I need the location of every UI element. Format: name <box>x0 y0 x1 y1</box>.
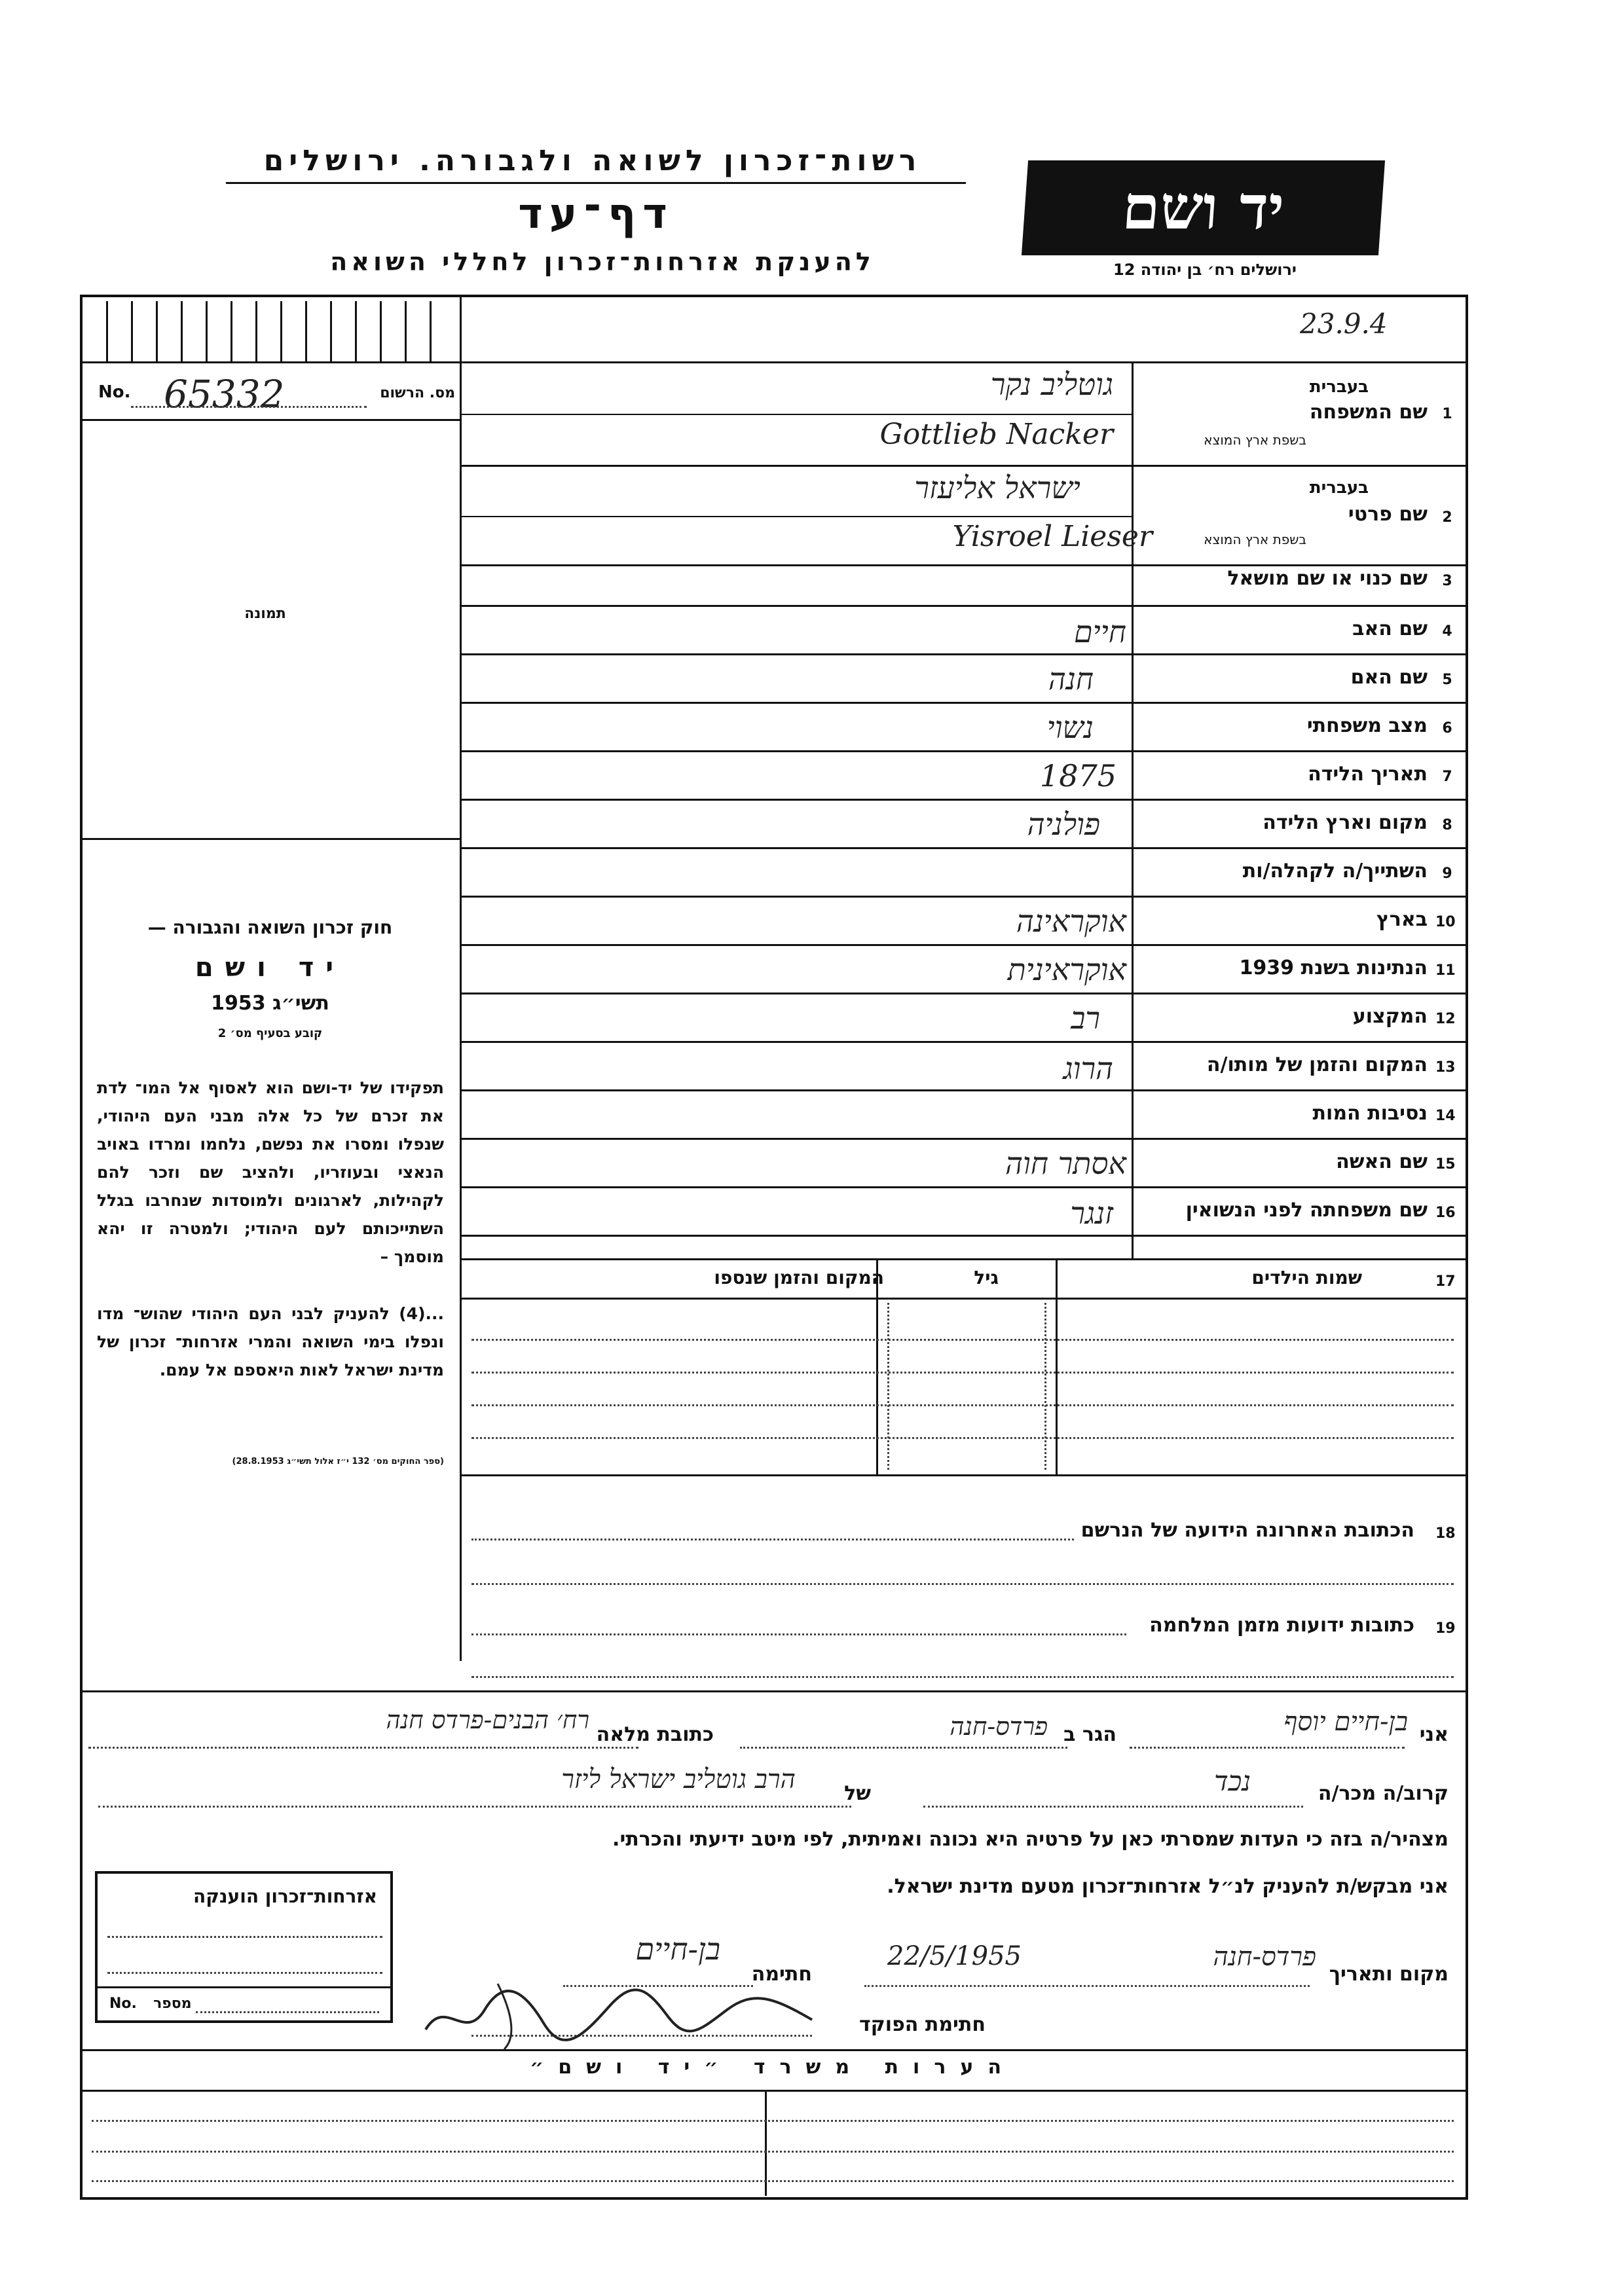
row-sep <box>460 564 1466 566</box>
registration-number <box>98 373 455 419</box>
field-1-tag-origin: בשפת ארץ המוצא <box>1204 432 1306 448</box>
decl-statement-2: אני מבקש/ת להעניק לנ״ל אזרחות־זכרון מטעם מדינת ישראל. <box>887 1875 1449 1898</box>
field-4-value[interactable]: חיים <box>1073 614 1126 649</box>
children-col-place: המקום והזמן שנספו <box>714 1267 884 1288</box>
photo-bottom <box>83 838 460 840</box>
decl-relative: קרוב/ה מכר/ה <box>1318 1782 1449 1805</box>
box-tick <box>305 301 307 361</box>
decl-relation[interactable]: נכד <box>1214 1765 1251 1797</box>
box-tick <box>355 301 357 361</box>
children-row <box>471 1404 1454 1406</box>
children-row <box>471 1339 1454 1341</box>
decl-i-am: אני <box>1419 1723 1449 1746</box>
decl-signature-label: חתימה <box>751 1963 812 1986</box>
box-tick <box>206 301 208 361</box>
field-11-label: הנתינות בשנת 1939 <box>1239 957 1428 979</box>
law-paragraph-1: תפקידו של יד-ושם הוא לאסוף אל המו־ לדת את זכרם של כל אלה מבני העם היהודי, שנפלו ומסרו את נפשם, נלחמו ומרדו באויב הנאצי ובעוזריו, ולהציב שם וזכר להם לקהילות, לארגונים ולמוסדות שנחרבו בגלל השתייכותם לעם היהודי; ולמטרה זו יהא מוסמך – <box>97 1078 444 1266</box>
label-column-divider <box>1132 361 1134 1258</box>
field-16-label: שם משפחתה לפני הנשואין <box>1185 1199 1428 1222</box>
field-1-label: שם המשפחה <box>1309 401 1428 424</box>
field-1-value-origin[interactable]: Gottlieb Nacker <box>879 418 1113 451</box>
children-dot-col <box>887 1303 889 1470</box>
children-dot-col <box>1044 1303 1046 1470</box>
row-sep <box>460 799 1466 801</box>
field-3-number: 3 <box>1442 573 1452 589</box>
field-15-number: 15 <box>1435 1156 1456 1173</box>
children-col-names: שמות הילדים <box>1251 1267 1362 1288</box>
box-tick <box>330 301 332 361</box>
field-12-value[interactable]: רב <box>1071 1000 1100 1036</box>
decl-line-1b <box>740 1747 1067 1749</box>
decl-full-address: כתובת מלאה <box>596 1723 714 1746</box>
field-18-label: הכתובת האחרונה הידועה של הנרשם <box>1080 1519 1414 1542</box>
box-tick <box>405 301 407 361</box>
citizenship-number-label: מספר <box>153 1995 192 2012</box>
field-16-number: 16 <box>1435 1205 1456 1221</box>
row-sep <box>460 702 1466 704</box>
field-8-number: 8 <box>1442 817 1452 833</box>
decl-officer-label: חתימת הפוקד <box>859 2013 986 2036</box>
citizenship-prefix: No. <box>109 1995 137 2012</box>
row-sep <box>460 1235 1466 1237</box>
decl-place-value[interactable]: פרדס-חנה <box>1213 1942 1316 1972</box>
decl-date-value[interactable]: 22/5/1955 <box>887 1941 1022 1971</box>
field-7-value[interactable]: 1875 <box>1039 758 1116 793</box>
field-15-value[interactable]: אסתר חוה <box>1005 1146 1126 1181</box>
remarks-row <box>92 2180 1454 2182</box>
box-tick <box>106 301 108 361</box>
field-19-dots <box>471 1633 1126 1635</box>
field-16-value[interactable]: זנגר <box>1070 1195 1113 1231</box>
field-18-dots <box>471 1539 1074 1540</box>
box-tick <box>181 301 183 361</box>
law-paragraph-2: ...(4) להעניק לבני העם היהודי שהוש־ מדו ונפלו בימי השואה והמרי אזרחות־ זכרון של מדינת ישראל לאות היאספם אל עמם. <box>97 1304 444 1379</box>
field-19-number: 19 <box>1435 1620 1456 1637</box>
field-5-label: שם האם <box>1350 666 1428 689</box>
box-tick <box>156 301 158 361</box>
field-5-number: 5 <box>1442 672 1452 688</box>
field-18-number: 18 <box>1435 1525 1456 1542</box>
field-2-label: שם פרטי <box>1348 503 1428 526</box>
citizenship-box <box>95 1871 393 2023</box>
field-14-number: 14 <box>1435 1108 1456 1124</box>
top-strip-bottom <box>83 361 1466 363</box>
row-sep <box>460 847 1466 849</box>
box-tick <box>380 301 382 361</box>
form-title: דף־עד <box>518 190 674 238</box>
row-sep <box>460 1186 1466 1188</box>
top-handwritten-number: 23.9.4 <box>1300 308 1388 340</box>
decl-statement-1: מצהיר/ה בזה כי העדות שמסרתי כאן על פרטיה היא נכונה ואמיתית, לפי מיטב ידיעתי והכרתי. <box>612 1828 1449 1851</box>
children-table-bottom <box>460 1474 1466 1476</box>
field-10-number: 10 <box>1435 914 1456 930</box>
field-11-number: 11 <box>1435 962 1456 979</box>
field-17-number: 17 <box>1435 1273 1456 1290</box>
yad-vashem-logo <box>1022 160 1385 255</box>
left-column-divider <box>460 361 462 1661</box>
law-title: חוק זכרון השואה והגבורה — <box>147 917 393 938</box>
field-6-number: 6 <box>1442 720 1452 737</box>
remarks-header-bottom <box>83 2090 1466 2092</box>
row-sep <box>460 1258 1466 1260</box>
field-8-value[interactable]: פולניה <box>1027 807 1100 842</box>
top-strip-divider <box>460 297 462 361</box>
row-sep <box>460 993 1466 994</box>
form-subtitle: להענקת אזרחות־זכרון לחללי השואה <box>330 247 875 276</box>
field-19-dots <box>471 1676 1454 1678</box>
citizenship-no-dots <box>196 2011 379 2013</box>
field-5-value[interactable]: חנה <box>1048 661 1094 697</box>
remarks-row <box>92 2151 1454 2153</box>
law-year: תשי״ג 1953 <box>211 992 329 1015</box>
decl-line-2a <box>923 1806 1303 1808</box>
remarks-top <box>83 2049 1466 2051</box>
org-name: רשות־זכרון לשואה ולגבורה. ירושלים <box>263 144 922 177</box>
decl-city[interactable]: פרדס-חנה <box>950 1712 1048 1741</box>
field-13-value[interactable]: הרוג <box>1063 1051 1113 1086</box>
field-19-label: כתובות ידועות מזמן המלחמה <box>1149 1614 1414 1637</box>
row-sep <box>460 750 1466 752</box>
field-8-label: מקום וארץ הלידה <box>1263 811 1428 834</box>
field-12-label: המקצוע <box>1352 1005 1428 1028</box>
children-col-age: גיל <box>974 1267 999 1288</box>
remarks-row <box>92 2120 1454 2122</box>
registration-label: מס. הרשום <box>380 385 455 401</box>
field-10-value[interactable]: אוקראינה <box>1016 903 1126 939</box>
decl-declarant[interactable]: בן-חיים יוסף <box>1283 1707 1408 1737</box>
field-7-label: תאריך הלידה <box>1308 763 1428 786</box>
field-13-number: 13 <box>1435 1059 1456 1076</box>
field-4-number: 4 <box>1442 623 1452 640</box>
children-row <box>471 1372 1454 1374</box>
decl-lives-in: הגר ב <box>1063 1723 1116 1746</box>
citizenship-dots <box>107 1972 382 1974</box>
decl-signature[interactable]: בן-חיים <box>635 1931 720 1967</box>
decl-line-1a <box>1130 1747 1405 1749</box>
field-2-value-hebrew[interactable]: ישראל אליעזר <box>914 470 1080 505</box>
row-sep <box>460 1041 1466 1043</box>
row-sep <box>460 1138 1466 1140</box>
field-14-label: נסיבות המות <box>1312 1102 1428 1125</box>
children-row <box>471 1437 1454 1439</box>
law-clause: קובע בסעיף מס׳ 2 <box>217 1027 323 1040</box>
officer-signature-scribble <box>419 1971 825 2056</box>
field-1-tag-hebrew: בעברית <box>1309 377 1369 397</box>
field-2-tag-origin: בשפת ארץ המוצא <box>1204 532 1306 547</box>
decl-place-date: מקום ותאריך <box>1329 1963 1449 1986</box>
address: ירושלים רח׳ בן יהודה 12 <box>1113 261 1297 279</box>
field-4-label: שם האב <box>1352 617 1428 640</box>
field-12-number: 12 <box>1435 1011 1456 1027</box>
field-2-number: 2 <box>1442 509 1452 526</box>
registration-value: 65332 <box>164 372 285 416</box>
decl-line-2b <box>98 1806 851 1808</box>
citizenship-dots <box>107 1936 382 1938</box>
field-10-label: בארץ <box>1376 908 1428 931</box>
field-9-label: השתייך/ה לקהלה/ות <box>1242 860 1428 883</box>
citizenship-no-line <box>98 1986 391 1988</box>
field-1-value-hebrew[interactable]: גוטליב נקר <box>990 367 1113 402</box>
field-13-label: המקום והזמן של מותו/ה <box>1206 1053 1428 1076</box>
row-sep <box>460 465 1466 467</box>
row-mid <box>460 414 1132 415</box>
box-tick <box>231 301 232 361</box>
row-sep <box>460 1089 1466 1091</box>
logo-text: יד ושם <box>1120 172 1287 243</box>
row-sep <box>460 653 1466 655</box>
org-name-underline <box>226 182 966 184</box>
row-sep <box>460 896 1466 898</box>
children-col-divider <box>1056 1258 1058 1474</box>
field-18-dots <box>471 1583 1454 1585</box>
citizenship-title: אזרחות־זכרון הוענקה <box>193 1886 377 1907</box>
field-11-value[interactable]: אוקראינית <box>1007 952 1126 987</box>
section-divider <box>83 1690 1466 1692</box>
children-header-bottom <box>460 1298 1466 1300</box>
field-9-number: 9 <box>1442 866 1452 882</box>
field-3-label: שם כנוי או שם מושאל <box>1227 567 1428 590</box>
row-sep <box>460 605 1466 607</box>
decl-of: של <box>844 1782 871 1805</box>
children-col-divider <box>876 1258 878 1474</box>
field-2-value-origin[interactable]: Yisroel Lieser <box>952 520 1153 553</box>
box-tick <box>131 301 133 361</box>
decl-line-3a <box>864 1985 1310 1987</box>
box-tick <box>280 301 282 361</box>
field-1-number: 1 <box>1442 406 1452 422</box>
field-2-tag-hebrew: בעברית <box>1309 478 1369 498</box>
box-tick <box>430 301 432 361</box>
box-tick <box>255 301 257 361</box>
row-mid <box>460 516 1132 517</box>
remarks-title: הערות משרד ״יד ושם״ <box>530 2056 1016 2079</box>
decl-address-value[interactable]: רח׳ הבנים-פרדס חנה <box>386 1705 589 1734</box>
field-6-label: מצב משפחתי <box>1306 714 1428 737</box>
decl-line-1c <box>88 1747 638 1749</box>
registration-prefix: No. <box>98 382 131 402</box>
registration-dots <box>131 406 367 408</box>
law-footnote: (ספר החוקים מס׳ 132 י״ז אלול תשי״ג 28.8.1953) <box>232 1457 444 1467</box>
photo-label: תמונה <box>244 606 286 622</box>
decl-of-value[interactable]: הרב גוטליב ישראל ליזר <box>561 1764 796 1795</box>
row-sep <box>460 944 1466 946</box>
field-7-number: 7 <box>1442 769 1452 785</box>
registration-bottom <box>83 419 460 421</box>
law-name: יד ושם <box>194 953 346 983</box>
field-6-value[interactable]: נשוי <box>1046 710 1094 745</box>
field-15-label: שם האשה <box>1336 1150 1428 1173</box>
